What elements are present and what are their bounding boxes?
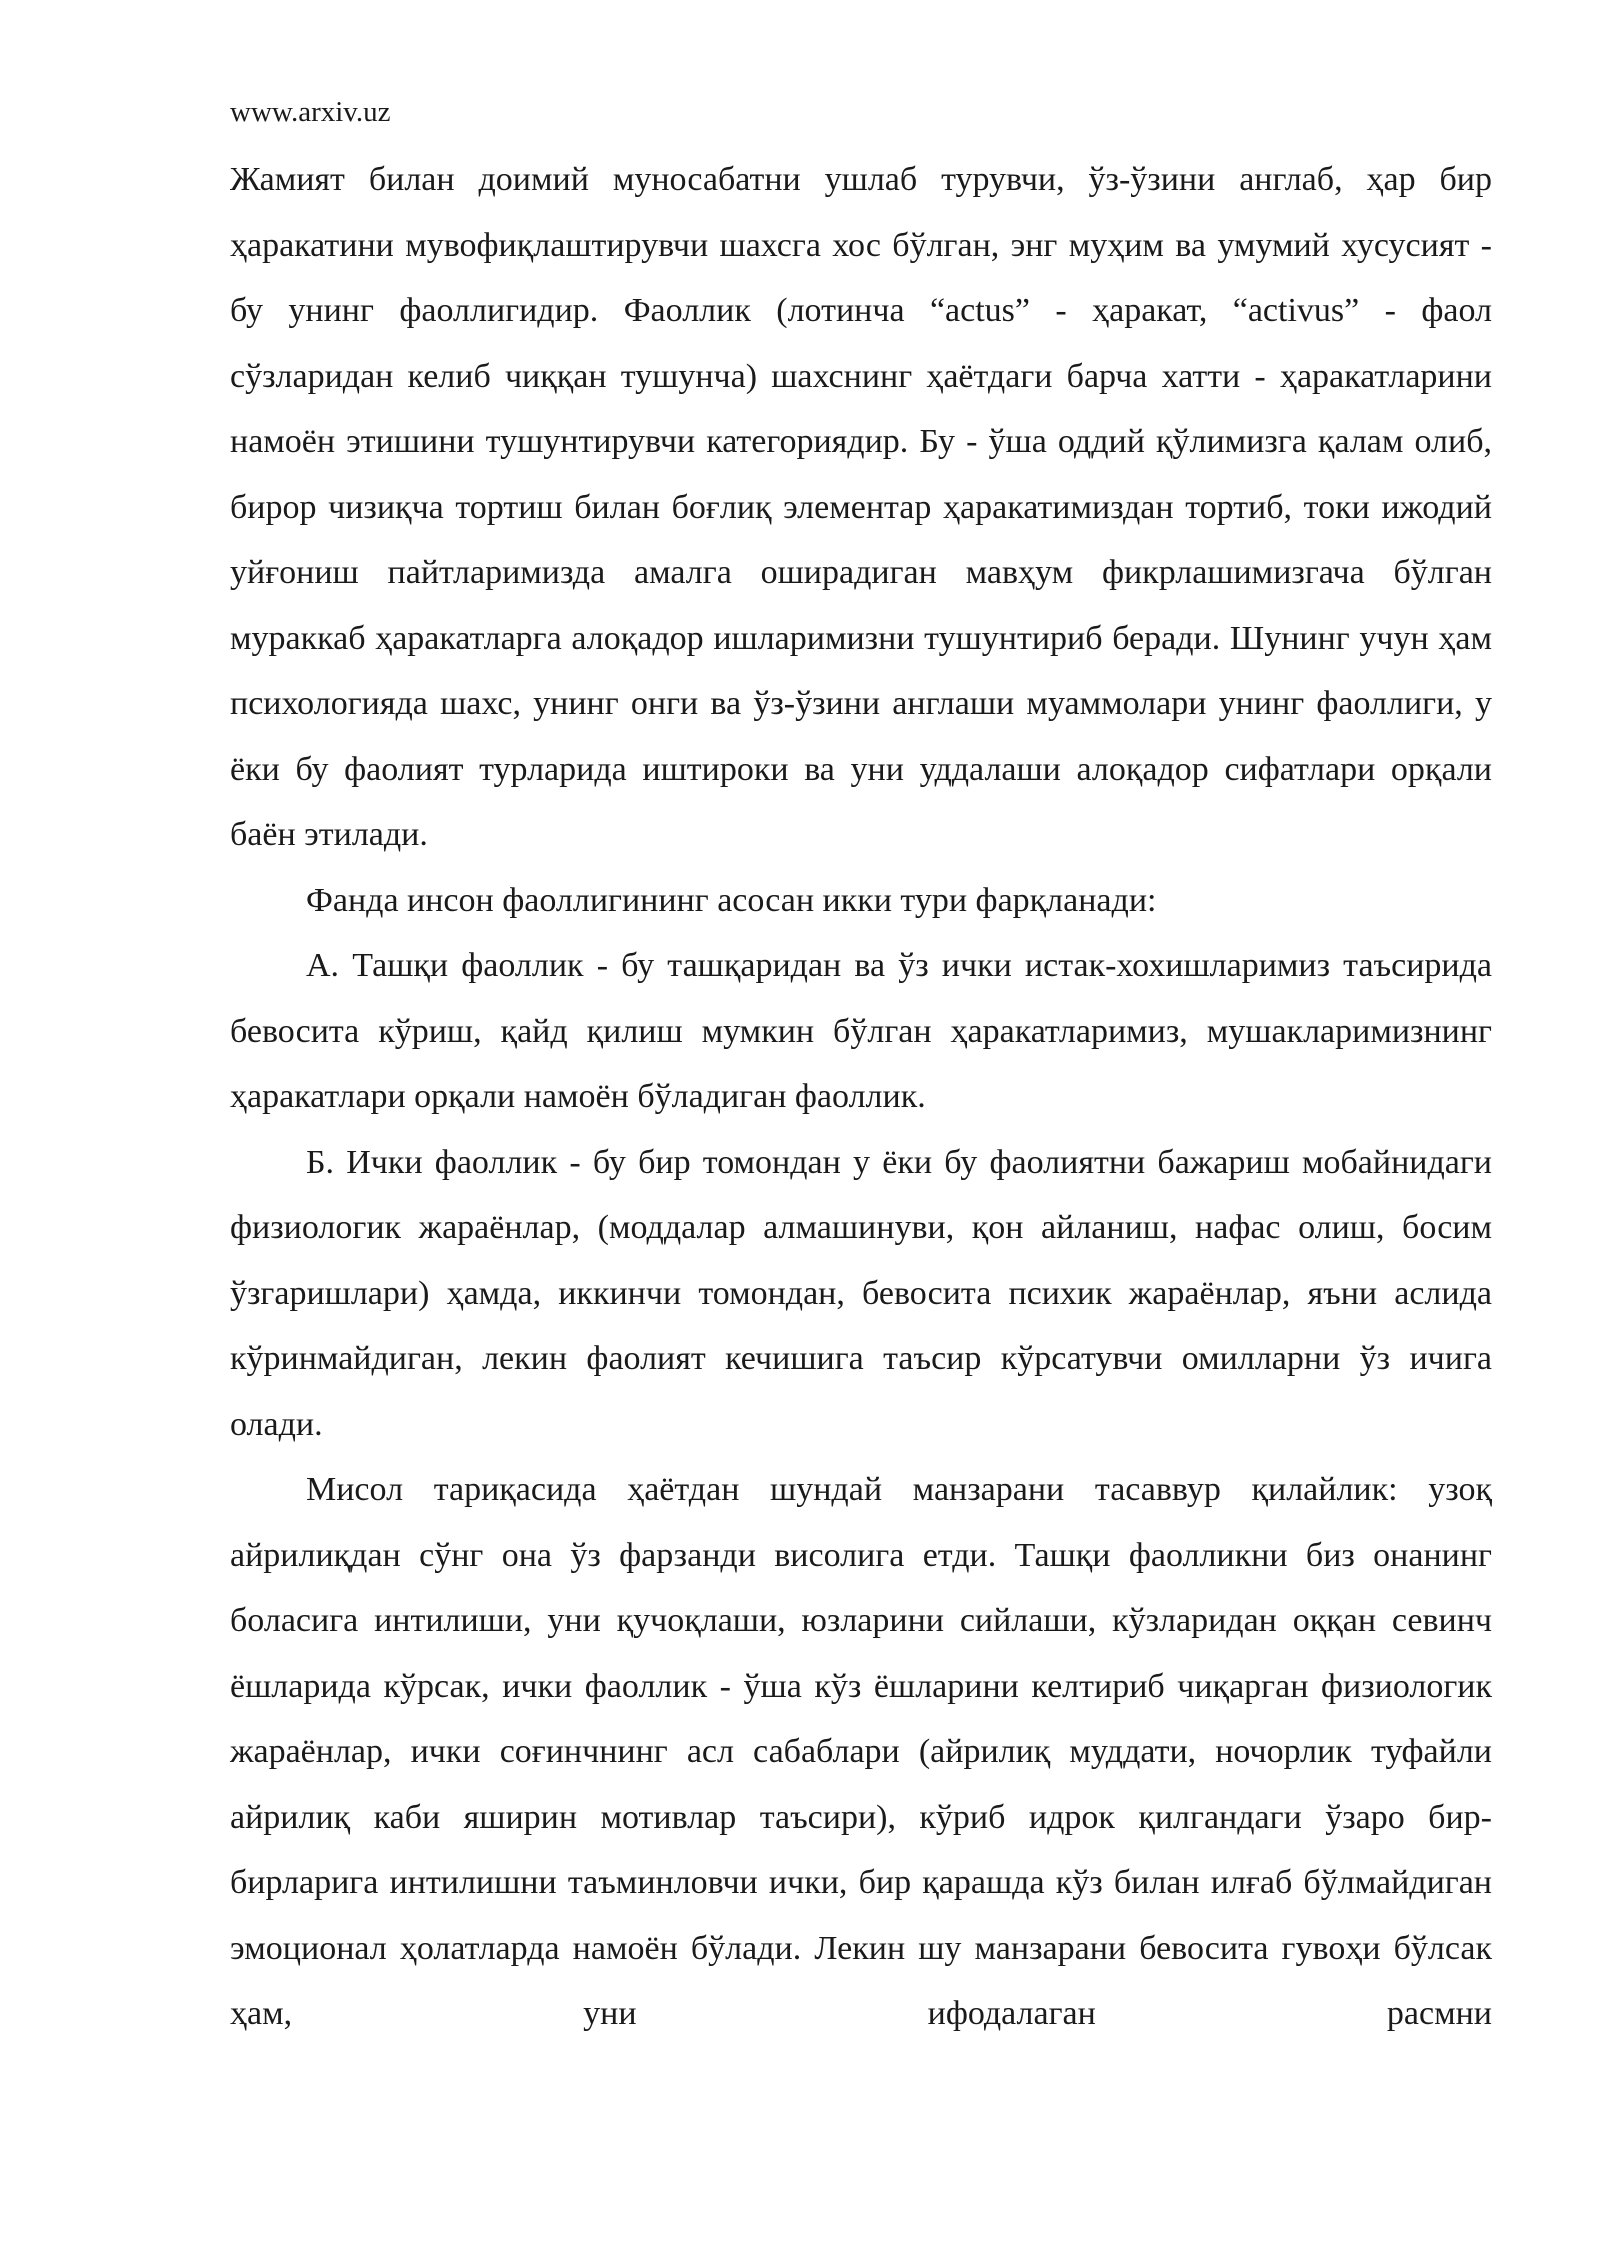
document-body: [230, 147, 1492, 2047]
paragraph-internal-activity: Б. Ички фаоллик - бу бир томондан у ёки бу фаолиятни бажариш мобайнидаги физиологик жараёнлар, (моддалар алмашинуви, қон айланиш, нафас олиш, босим ўзгаришлари) ҳамда, иккинчи томондан, бевосита психик жараёнлар, яъни аслида кўринмайдиган, лекин фаолият кечишига таъсир кўрсатувчи омилларни ўз ичига олади.: [230, 1143, 1492, 1443]
site-header[interactable]: www.arxiv.uz: [230, 96, 391, 128]
paragraph-example: Мисол тариқасида ҳаётдан шундай манзарани тасаввур қилайлик: узоқ айрилиқдан сўнг она ўз фарзанди висолига етди. Ташқи фаолликни биз онанинг боласига интилиши, уни қучоқлаши, юзларини сийлаши, кўзларидан оққан севинч ёшларида кўрсак, ички фаоллик - ўша кўз ёшларини келтириб чиқарган физиологик жараёнлар, ички соғинчнинг асл сабаблари (айрилиқ муддати, ночорлик туфайли айрилиқ каби яширин мотивлар таъсири), кўриб идрок қилгандаги ўзаро бир-бирларига интилишни таъминловчи ички, бир қарашда кўз билан илғаб бўлмайдиган эмоционал ҳолатларда намоён бўлади. Лекин шу манзарани бевосита гувоҳи бўлсак ҳам, уни ифодалаган расмни: [230, 1471, 1492, 2032]
paragraph-external-activity: А. Ташқи фаоллик - бу ташқаридан ва ўз ички истак-хохишларимиз таъсирида бевосита кўриш, қайд қилиш мумкин бўлган ҳаракатларимиз, мушакларимизнинг ҳаракатлари орқали намоён бўладиган фаоллик.: [230, 947, 1492, 1115]
paragraph-activity-definition: Жамият билан доимий муносабатни ушлаб турувчи, ўз-ўзини англаб, ҳар бир ҳаракатини мувофиқлаштирувчи шахсга хос бўлган, энг муҳим ва умумий хусусият - бу унинг фаоллигидир. Фаоллик (лотинча “actus” - ҳаракат, “activus” - фаол сўзларидан келиб чиққан тушунча) шахснинг ҳаётдаги барча хатти - ҳаракатларини намоён этишини тушунтирувчи категориядир. Бу - ўша оддий қўлимизга қалам олиб, бирор чизиқча тортиш билан боғлиқ элементар ҳаракатимиздан тортиб, токи ижодий уйғониш пайтларимизда амалга оширадиган мавҳум фикрлашимизгача бўлган мураккаб ҳаракатларга алоқадор ишларимизни тушунтириб беради. Шунинг учун ҳам психологияда шахс, унинг онги ва ўз-ўзини англаши муаммолари унинг фаоллиги, у ёки бу фаолият турларида иштироки ва уни уддалаши алоқадор сифатлари орқали баён этилади.: [230, 161, 1492, 853]
paragraph-two-types-intro: Фанда инсон фаоллигининг асосан икки тури фарқланади:: [306, 881, 1157, 919]
